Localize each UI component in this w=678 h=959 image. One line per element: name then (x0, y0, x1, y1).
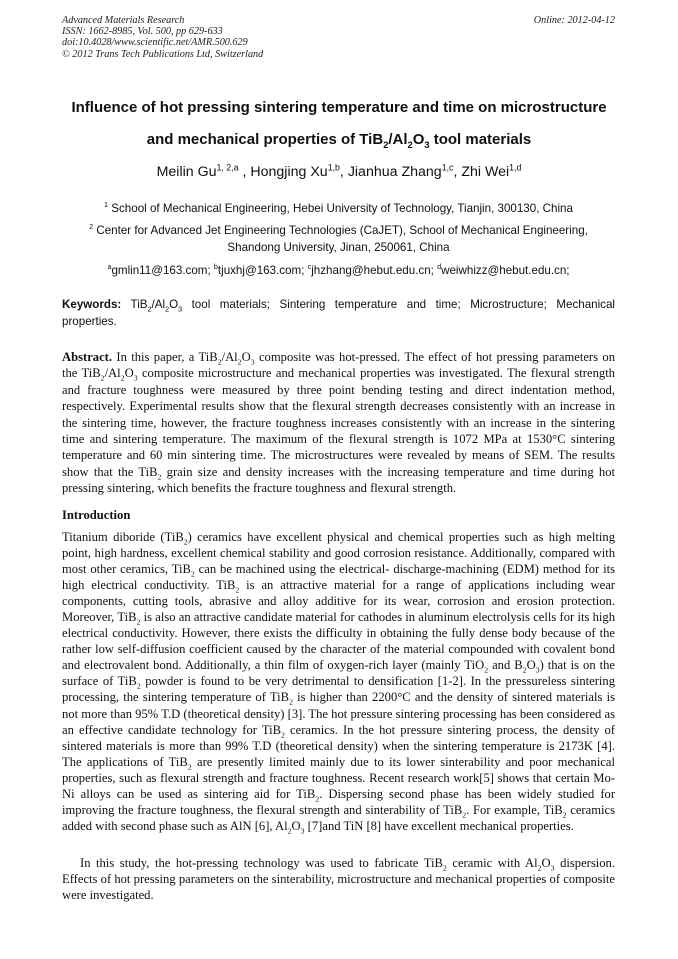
title-line-2: and mechanical properties of $TiB_2/Al_2O_3$ tool materials (146, 131, 532, 150)
introduction-paragraph-1: Titanium diboride (TiB$_2$) ceramics have excellent physical and chemical properties such as high melting point, high hardness, excellent chemical stability and good corrosion resistance. Additionally, compared with most other ceramics, TiB$_2$ can be machined using the electrical- discharge-machining (EDM) method for its high electrical conductivity. TiB$_2$ is an attractive material for a range of applications including wear components, cutting tools, abrasive and alloy additive for its wear, corrosion and erosion protection. Moreover, TiB$_2$ is also an attractive candidate material for cathodes in aluminum electrolysis cells for its high electrical conductivity. However, there exists the difficulty in obtaining the fully dense body because of the rather low self-diffusion coefficient caused by the character of the material compounded with covalent bond and electrovalent bond. Additionally, a thin film of oxygen-rich layer (mainly TiO$_2$ and $B_2O_3$) that is on the surface of TiB$_2$ powder is found to be very detrimental to densification [1-2]. In the pressureless sintering processing, the sintering temperature of TiB$_2$ is higher than 2200°C and the density of sintered materials is not more than 95% T.D (theoretical density) [3]. The hot pressure sintering processing has been considered as an effective candidate technology for TiB$_2$ ceramics. In the hot pressure sintering process, the density of sintered materials is more than 99% T.D (theoretical density) when the sintering temperature is 2173K [4]. The applications of TiB$_2$ are presently limited mainly due to its lower sinterability and poor mechanical properties, such as flexural strength and fracture toughness. Recent research work[5] shows that certain Mo-Ni alloys can be used as sintering aid for TiB$_2$. Dispersing second phase has been widely studied for improving the fracture toughness, the flexural strength and sinterability of TiB$_2$. For example, TiB$_2$ ceramics added with second phase such as AlN [6], $Al_2O_3$ [7]and TiN [8] have excellent mechanical properties. (62, 530, 616, 836)
email-link[interactable]: tjuxhj@163.com; (217, 264, 308, 277)
abstract: Abstract. In this paper, a $TiB_2/Al_2O_3$ composite was hot-pressed. The effect of hot pressing parameters on the $TiB_2/Al_2O_3$ composite microstructure and mechanical properties was investigated. The flexural strength and fracture toughness were measured by three point bending testing and direct indentation method, respectively. Experimental results show that the flexural strength decreases consistently with an increase in the sintering time, however, the fracture toughness increases consistently with an increase in the sintering time and sintering temperature. The maximum of the flexural strength is 1072 MPa at 1530°C sintering temperature and 60 min sintering time. The microstructures were revealed by means of SEM. The results show that the TiB$_2$ grain size and density increases with the increasing temperature and time during hot pressing sintering, which benefits the fracture toughness and flexural strength. (62, 350, 615, 496)
author-emails: $^a$gmlin11@163.com; $^b$tjuxhj@163.com; $^c$jhzhang@hebut.edu.cn; $^d$weiwhizz@hebut.edu.cn; (107, 262, 570, 277)
abstract-label: Abstract. (62, 350, 113, 364)
affiliation-1: $^1$ School of Mechanical Engineering, Hebei University of Technology, Tianjin, 300130, China (104, 200, 573, 215)
online-date: Online: 2012-04-12 (533, 15, 615, 26)
email-link[interactable]: jhzhang@hebut.edu.cn; (311, 264, 438, 277)
title-line-1: Influence of hot pressing sintering temperature and time on microstructure (71, 99, 607, 116)
keywords: Keywords: $TiB_2/Al_2O_3$ tool materials; Sintering temperature and time; Microstructure; Mechanical properties. (62, 298, 615, 328)
author-name: Meilin Gu (156, 164, 217, 180)
author-list: Meilin Gu$^{1, 2,a}$ , Hongjing Xu$^{1,b}$, Jianhua Zhang$^{1,c}$, Zhi Wei$^{1,d}$ (156, 162, 522, 180)
journal-name: Advanced Materials Research (62, 15, 185, 26)
introduction-paragraph-2: In this study, the hot-pressing technology was used to fabricate TiB$_2$ ceramic with $Al_2O_3$ dispersion. Effects of hot pressing parameters on the sinterability, microstructure and mechanical properties of composite were investigated. (62, 856, 615, 903)
email-link[interactable]: gmlin11@163.com; (111, 264, 214, 277)
section-heading-introduction: Introduction (62, 508, 131, 522)
email-link[interactable]: weiwhizz@hebut.edu.cn; (441, 264, 570, 277)
issn-line: ISSN: 1662-8985, Vol. 500, pp 629-633 (62, 26, 223, 38)
author-name: Hongjing Xu (250, 164, 328, 180)
author-name: Zhi Wei (461, 164, 510, 180)
keywords-label: Keywords: (62, 298, 122, 311)
journal-header (62, 15, 615, 60)
paper-title (40, 92, 638, 156)
doi-line: doi:10.4028/www.scientific.net/AMR.500.629 (62, 37, 248, 49)
copyright-line: © 2012 Trans Tech Publications Ltd, Switzerland (62, 48, 264, 60)
author-name: Jianhua Zhang (347, 164, 442, 180)
affiliation-2: $^2$ Center for Advanced Jet Engineering Technologies (CaJET), School of Mechanical Engineering, Shandong University, Jinan, 250061, China (89, 222, 588, 254)
